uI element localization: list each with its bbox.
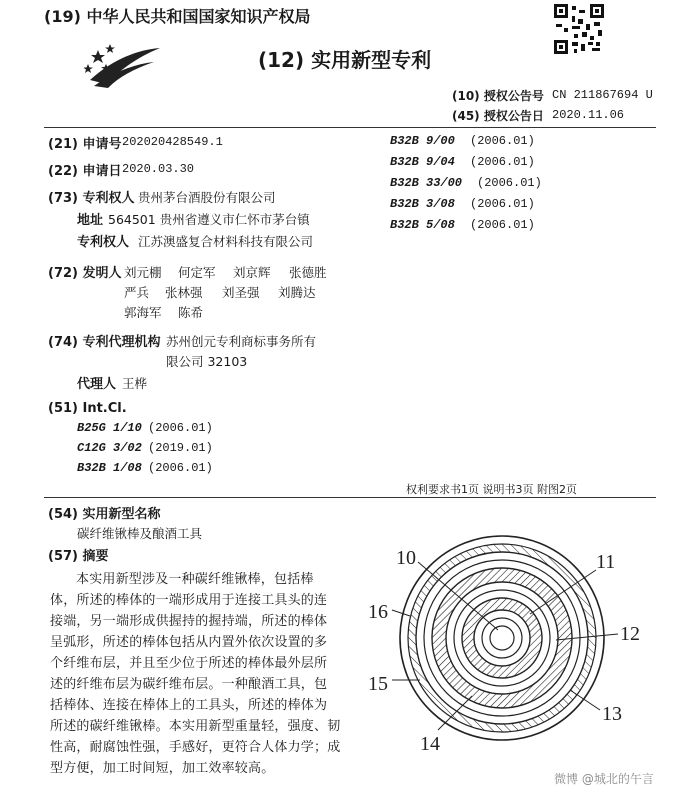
figure-label: 14 <box>420 733 440 755</box>
abstract-line: 个纤维布层，并且至少位于所述的棒体最外层所 <box>50 656 328 671</box>
pub-date-label: (45) 授权公告日 <box>452 109 544 123</box>
figure-label: 16 <box>368 601 388 623</box>
abstract-line: 体，所述的棒体的一端形成用于连接工具头的连 <box>50 593 328 608</box>
abstract-line: 本实用新型涉及一种碳纤维锹棒，包括棒 <box>76 572 314 587</box>
intcl-year: (2006.01) <box>477 176 542 190</box>
inventor: 陈希 <box>178 305 204 320</box>
patentee-label: (73) 专利权人 <box>48 191 135 206</box>
inventor: 郭海军 <box>124 305 162 320</box>
inventor: 刘京辉 <box>233 265 271 280</box>
intcl-year: (2006.01) <box>470 155 535 169</box>
inventor: 何定军 <box>178 265 216 280</box>
pub-no: CN 211867694 U <box>552 88 653 102</box>
abstract-line: 括棒体、连接在棒体上的工具头，所述的棒体为 <box>50 698 328 713</box>
watermark: 微博 @城北的午言 <box>554 772 654 786</box>
pub-date: 2020.11.06 <box>552 108 625 122</box>
inventor: 张德胜 <box>289 265 327 280</box>
abstract-line: 述的纤维布层为碳纤维布层。一种酿酒工具，包 <box>50 677 328 692</box>
intcl-code: B32B 33/00 <box>390 176 463 190</box>
section-divider <box>44 497 656 498</box>
intcl-code: C12G 3/02 <box>77 441 142 455</box>
abstract-line: 性高，耐腐蚀性强，手感好，更符合人体力学；成 <box>50 740 341 755</box>
app-date: 2020.03.30 <box>122 162 195 176</box>
office-name: (19) 中华人民共和国国家知识产权局 <box>44 7 311 26</box>
abstract-line: 呈弧形，所述的棒体包括从内置外依次设置的多 <box>50 635 328 650</box>
intcl-year: (2019.01) <box>148 441 213 455</box>
document-type: (12) 实用新型专利 <box>258 48 432 72</box>
figure-label: 12 <box>620 623 640 645</box>
inventor: 刘腾达 <box>278 285 316 300</box>
intcl-year: (2006.01) <box>470 218 535 232</box>
agency-label: (74) 专利代理机构 <box>48 335 161 350</box>
intcl-code: B32B 3/08 <box>390 197 455 211</box>
intcl-code: B32B 5/08 <box>390 218 455 232</box>
title-label: (54) 实用新型名称 <box>48 507 161 522</box>
header-divider <box>44 127 656 128</box>
agency-line2: 限公司 32103 <box>166 354 248 369</box>
abstract-line: 所述的碳纤维锹棒。本实用新型重量轻，强度、韧 <box>50 719 341 734</box>
inventors-label: (72) 发明人 <box>48 266 122 281</box>
cnipa-emblem-icon <box>84 40 164 88</box>
agent: 王桦 <box>122 376 148 391</box>
figure-label: 11 <box>596 551 616 573</box>
pub-no-label: (10) 授权公告号 <box>452 89 544 103</box>
inventor: 严兵 <box>124 285 150 300</box>
figure-label: 15 <box>368 673 388 695</box>
intcl-code: B32B 9/00 <box>390 134 455 148</box>
inventor: 刘圣强 <box>222 285 260 300</box>
qr-code-icon <box>554 4 604 54</box>
patentee2-label: 专利权人 <box>77 235 130 250</box>
agency-line1: 苏州创元专利商标事务所有 <box>166 334 317 349</box>
core-hole <box>490 626 514 650</box>
pages-note: 权利要求书1页 说明书3页 附图2页 <box>406 483 577 496</box>
cross-section-figure <box>360 530 680 780</box>
inventor: 张林强 <box>165 285 203 300</box>
app-date-label: (22) 申请日 <box>48 164 122 179</box>
patentee2: 江苏澳盛复合材料科技有限公司 <box>138 234 314 249</box>
inventor: 刘元棚 <box>124 265 162 280</box>
intcl-year: (2006.01) <box>470 134 535 148</box>
figure-label: 10 <box>396 547 416 569</box>
intcl-code: B32B 1/08 <box>77 461 142 475</box>
abstract-line: 型方便，加工时间短，加工效率较高。 <box>50 761 275 776</box>
intcl-year: (2006.01) <box>148 461 213 475</box>
abstract-label: (57) 摘要 <box>48 549 109 564</box>
abstract-line: 接端，另一端形成供握持的握持端，所述的棒体 <box>50 614 328 629</box>
intcl-code: B25G 1/10 <box>77 421 142 435</box>
utility-model-title: 碳纤维锹棒及酿酒工具 <box>77 526 203 541</box>
agent-label: 代理人 <box>77 377 117 392</box>
figure-label: 13 <box>602 703 622 725</box>
address-label: 地址 <box>77 213 104 228</box>
intcl-label: (51) Int.Cl. <box>48 401 127 416</box>
app-no-label: (21) 申请号 <box>48 137 122 152</box>
intcl-year: (2006.01) <box>470 197 535 211</box>
patentee: 贵州茅台酒股份有限公司 <box>138 190 276 205</box>
intcl-year: (2006.01) <box>148 421 213 435</box>
intcl-code: B32B 9/04 <box>390 155 455 169</box>
address: 564501 贵州省遵义市仁怀市茅台镇 <box>108 212 310 227</box>
app-no: 202020428549.1 <box>122 135 223 149</box>
